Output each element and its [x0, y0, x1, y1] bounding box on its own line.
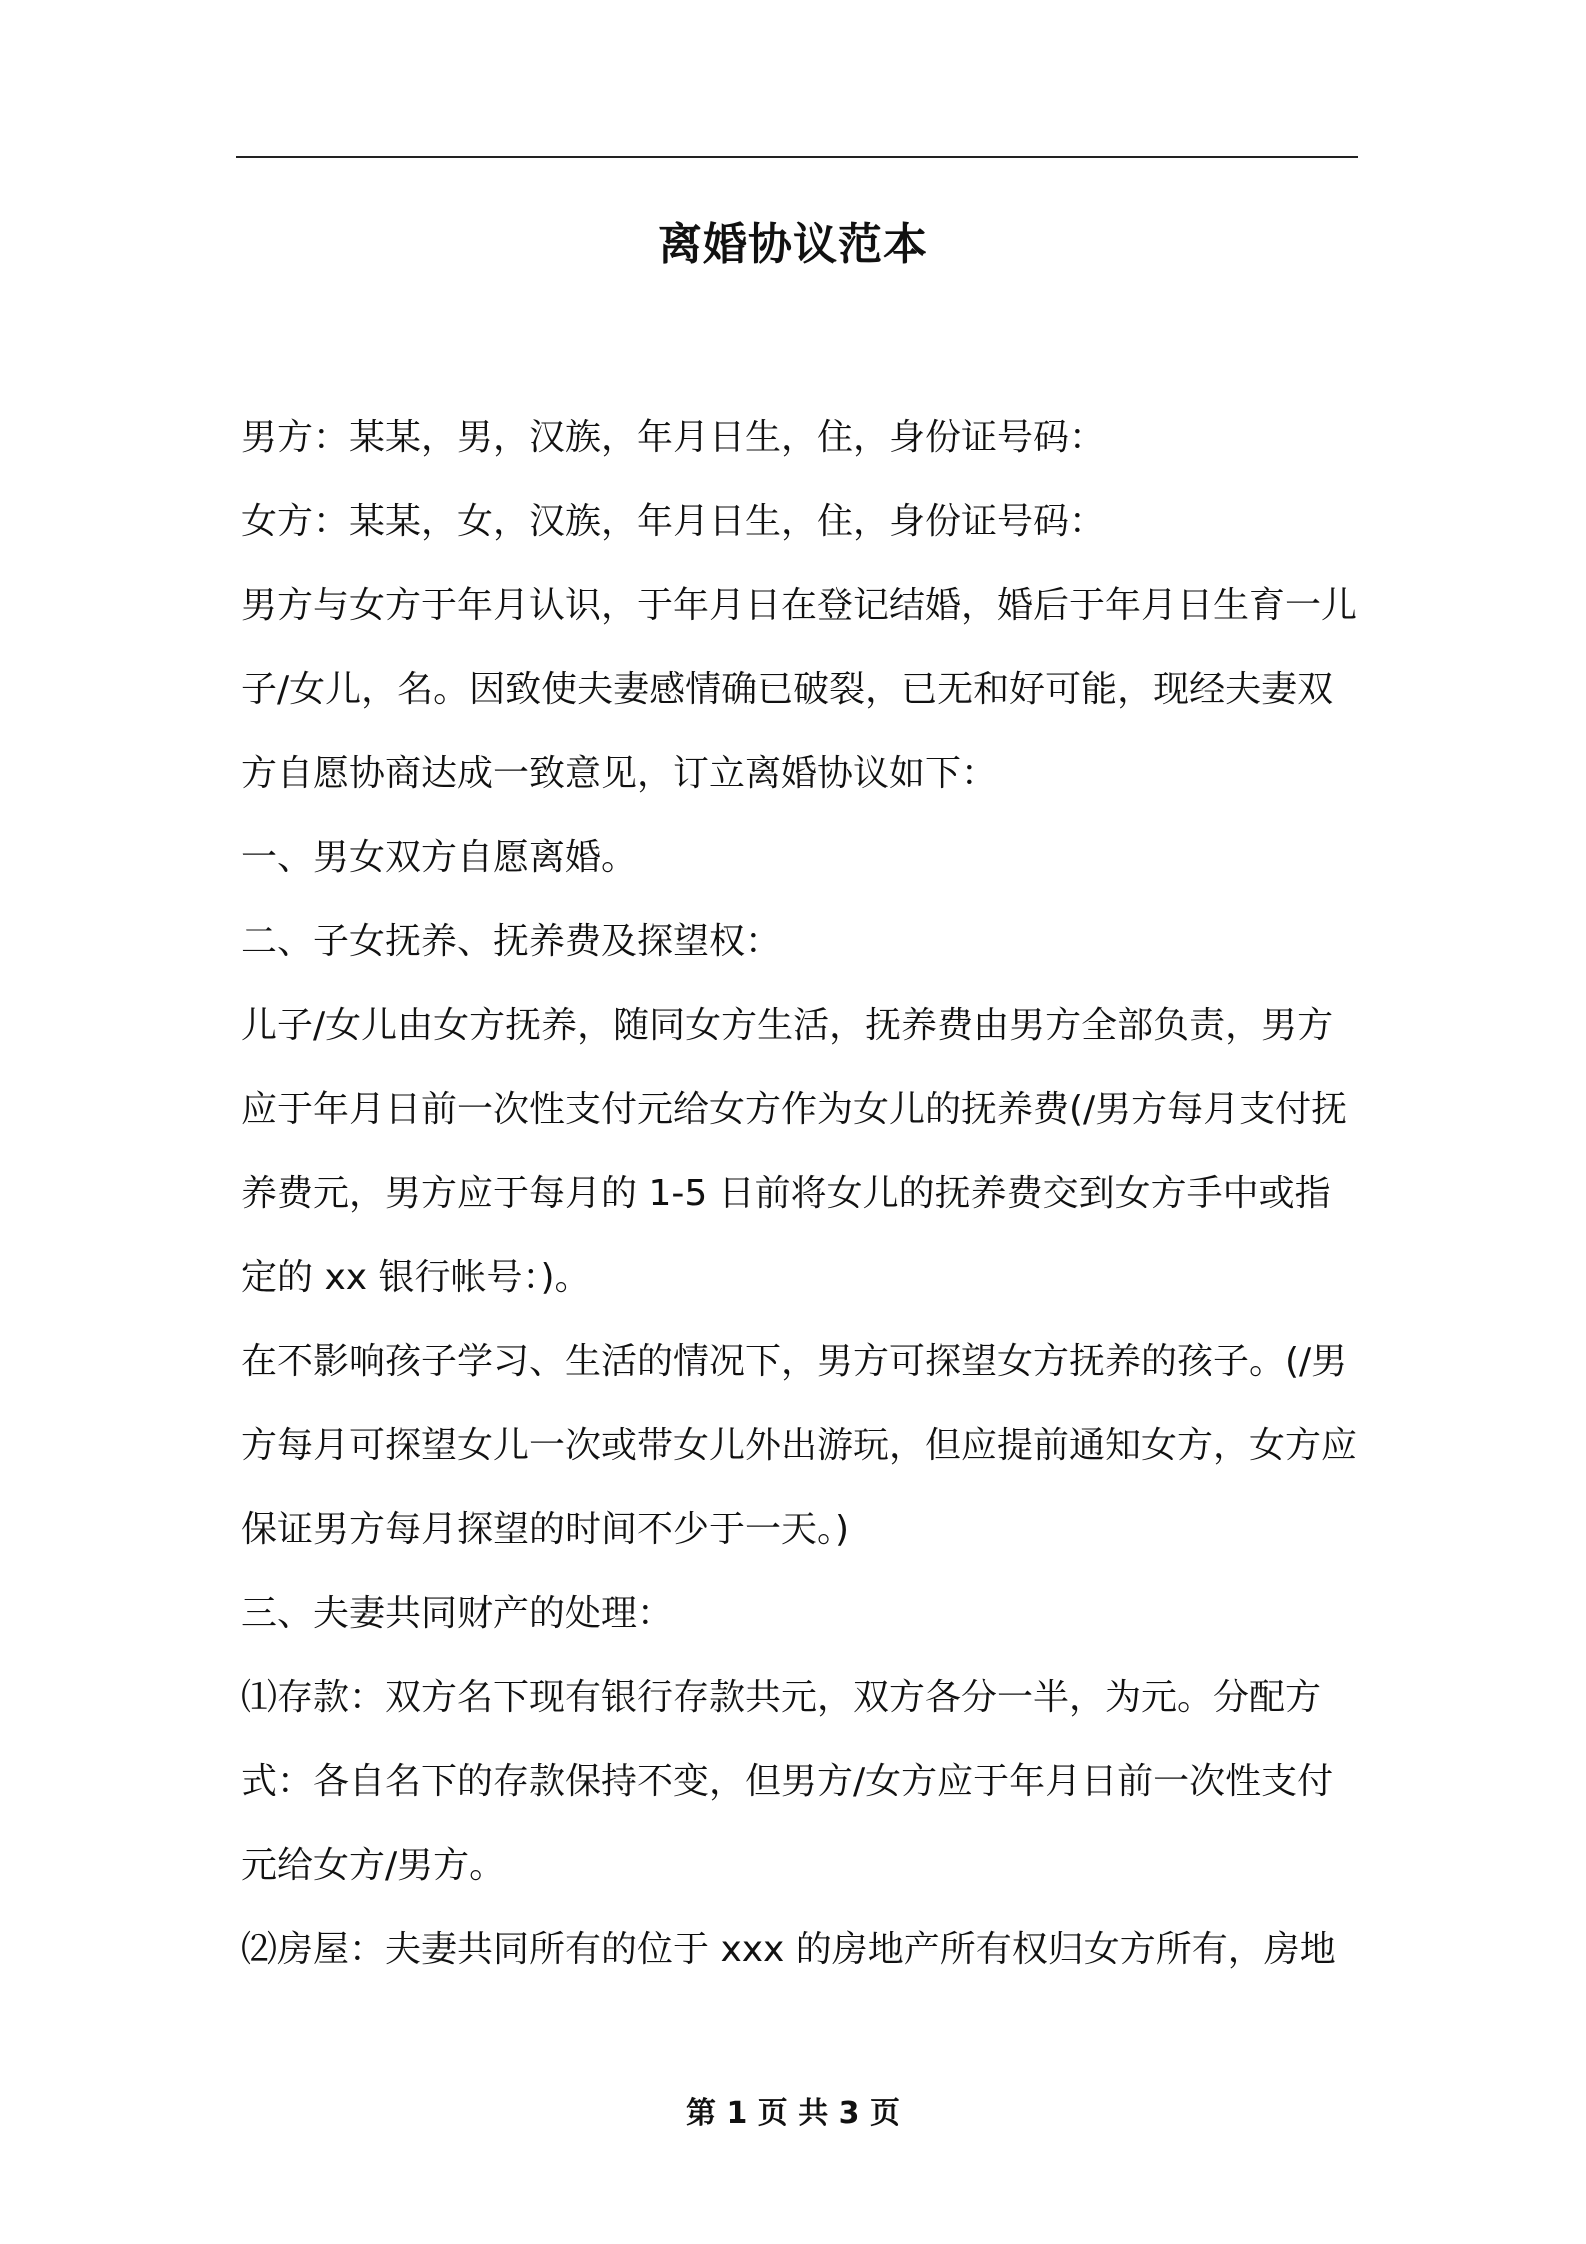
paragraph-male-party: 男方：某某，男，汉族，年月日生，住，身份证号码： — [241, 417, 1106, 458]
document-title: 离婚协议范本 — [658, 219, 928, 270]
document-body — [241, 396, 1359, 1992]
header-rule — [236, 156, 1358, 158]
clause-1-heading: 一、男女双方自愿离婚。 — [241, 837, 638, 878]
paragraph-child-support: 儿子/女儿由女方抚养，随同女方生活，抚养费由男方全部负责，男方应于年月日前一次性支付元给女方作为女儿的抚养费(/男方每月支付抚养费元，男方应于每月的 1-5 日前将女儿的抚养费交到女方手中或指定的 xx 银行帐号：)。 — [241, 1005, 1348, 1298]
paragraph-visitation: 在不影响孩子学习、生活的情况下，男方可探望女方抚养的孩子。(/男方每月可探望女儿一次或带女儿外出游玩，但应提前通知女方，女方应保证男方每月探望的时间不少于一天。) — [241, 1341, 1358, 1550]
clause-2-heading: 二、子女抚养、抚养费及探望权： — [241, 921, 782, 962]
paragraph-female-party: 女方：某某，女，汉族，年月日生，住，身份证号码： — [241, 501, 1106, 542]
paragraph-preamble: 男方与女方于年月认识，于年月日在登记结婚，婚后于年月日生育一儿子/女儿，名。因致使夫妻感情确已破裂，已无和好可能，现经夫妻双方自愿协商达成一致意见，订立离婚协议如下： — [241, 585, 1358, 794]
paragraph-house: ⑵房屋：夫妻共同所有的位于 xxx 的房地产所有权归女方所有，房地 — [241, 1929, 1336, 1970]
paragraph-savings: ⑴存款：双方名下现有银行存款共元，双方各分一半，为元。分配方式：各自名下的存款保持不变，但男方/女方应于年月日前一次性支付元给女方/男方。 — [241, 1677, 1334, 1886]
clause-3-heading: 三、夫妻共同财产的处理： — [241, 1593, 674, 1634]
page-number-footer: 第 1 页 共 3 页 — [686, 2096, 900, 2131]
